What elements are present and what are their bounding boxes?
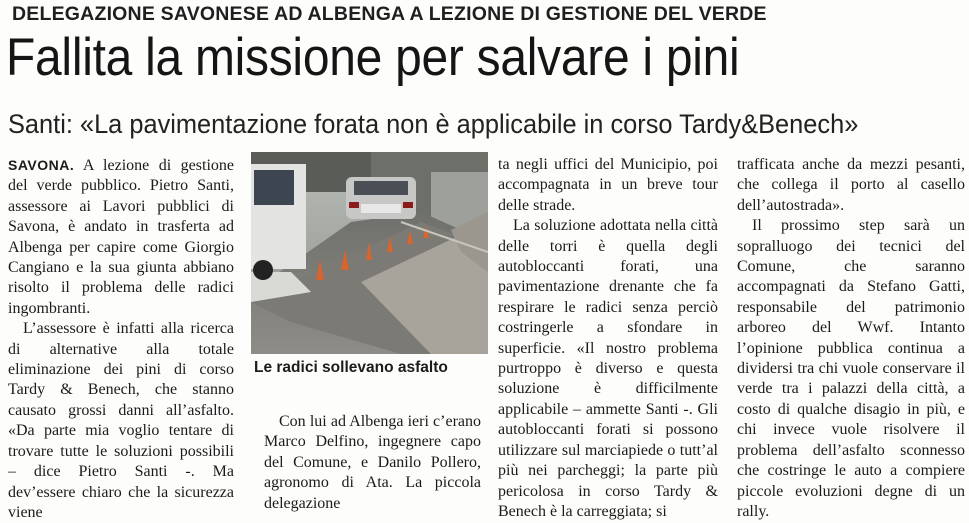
paragraph: SAVONA. A lezione di gestione del verde pubblico. Pietro Santi, assessore ai Lavori pubblici di Savona, è andato in trasferta ad Albenga per capire come Giorgio Cangiano e la sua giunta abbiano risolto il problema delle radici ingombranti. (8, 157, 234, 317)
article-column-2 (264, 412, 481, 514)
paragraph: La soluzione adottata nella città delle torri è quella degli autobloccanti forati, una pavimentazione drenante che fa respirare le radici senza perciò costringerle a sfondare in superficie. «Il nostro problema purtroppo è diverso e questa soluzione è difficilmente applicabile – ammette Santi -. Gli autobloccanti forati si possono utilizzare sul marciapiede o tutt’al più nei parcheggi; la parte più pericolosa in corso Tardy & Benech è la carreggiata; si (498, 217, 718, 520)
photo-caption: Le radici sollevano asfalto (254, 359, 448, 376)
paragraph: L’assessore è infatti alla ricerca di alternative alla totale eliminazione dei pini di corso Tardy & Benech, che stanno causato grossi danni all’asfalto. «Da parte mia voglio tentare di trovare tutte le soluzioni possibili – dice Pietro Santi -. Ma dev’essere chiaro che la sicurezza viene (8, 320, 234, 521)
headline: Fallita la missione per salvare i pini (6, 28, 740, 87)
street-photo (251, 152, 488, 354)
street-photo-icon (251, 152, 488, 354)
kicker: DELEGAZIONE SAVONESE AD ALBENGA A LEZIONE DI GESTIONE DEL VERDE (12, 3, 767, 25)
dateline-city: SAVONA. (8, 157, 75, 173)
article-column-1 (8, 155, 234, 523)
article-column-4 (737, 155, 965, 522)
article-column-3 (498, 155, 718, 522)
paragraph: Con lui ad Albenga ieri c’erano Marco Delfino, ingegnere capo del Comune, e Danilo Pollero, agronomo di Ata. La piccola delegazione (264, 413, 481, 512)
paragraph: Il prossimo step sarà un sopralluogo dei tecnici del Comune, che saranno accompagnati da Stefano Gatti, responsabile del patrimonio arboreo del Wwf. Intanto l’opinione pubblica continua a dividersi tra chi vuole conservare il verde tra i palazzi della città, a costo di qualche disagio in più, e chi invece vuole risolvere il problema dell’asfalto sconnesso che costringe le auto a compiere piccole evoluzioni degne di un rally. (737, 217, 965, 520)
paragraph: ta negli uffici del Municipio, poi accompagnata in un breve tour delle strade. (498, 156, 718, 214)
subheadline: Santi: «La pavimentazione forata non è applicabile in corso Tardy&Benech» (8, 109, 859, 139)
paragraph: trafficata anche da mezzi pesanti, che collega il porto al casello dell’autostrada». (737, 156, 965, 214)
